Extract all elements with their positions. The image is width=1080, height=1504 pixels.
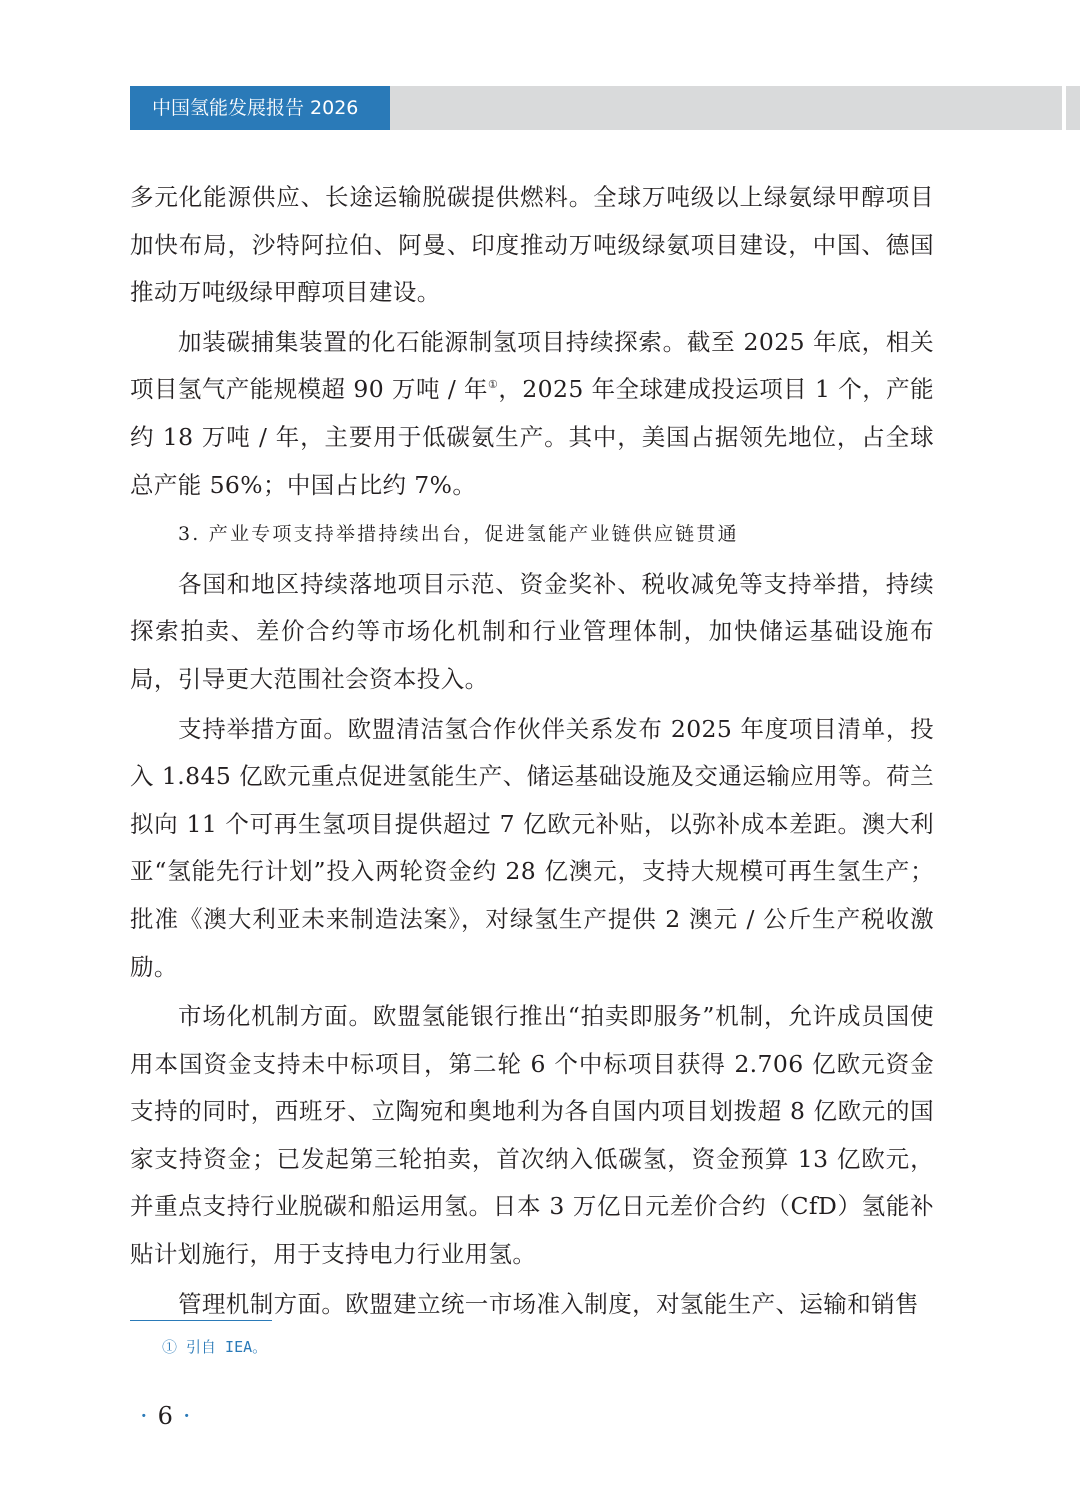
footnote-divider <box>130 1320 272 1321</box>
running-header-bar <box>130 86 1062 130</box>
page-number-dot-left: · <box>140 1402 148 1430</box>
paragraph-text-part: 加装碳捕集装置的化石能源制氢项目持续探索。截至 2025 年底，相关项目氢气产能规模超 90 万吨 / 年 <box>130 327 934 404</box>
page-number-dot-right: · <box>182 1402 191 1430</box>
paragraph-support-overview: 各国和地区持续落地项目示范、资金奖补、税收减免等支持举措，持续探索拍卖、差价合约等市场化机制和行业管理体制，加快储运基础设施布局，引导更大范围社会资本投入。 <box>130 569 934 693</box>
body-text <box>130 174 934 1330</box>
paragraph-continuation: 多元化能源供应、长途运输脱碳提供燃料。全球万吨级以上绿氨绿甲醇项目加快布局，沙特阿拉伯、阿曼、印度推动万吨级绿氨项目建设，中国、德国推动万吨级绿甲醇项目建设。 <box>130 183 934 307</box>
footnote-reference: ① <box>488 378 499 392</box>
paragraph-market-mechanism: 市场化机制方面。欧盟氢能银行推出“拍卖即服务”机制，允许成员国使用本国资金支持未中标项目，第二轮 6 个中标项目获得 2.706 亿欧元资金支持的同时，西班牙、立陶宛和奥地利为各自国内项目划拨超 8 亿欧元的国家支持资金；已发起第三轮拍卖，首次纳入低碳氢，资金预算 13 亿欧元，并重点支持行业脱碳和船运用氢。日本 3 万亿日元差价合约（CfD）氢能补贴计划施行，用于支持电力行业用氢。 <box>130 1002 934 1269</box>
header-edge-tab <box>1066 86 1080 130</box>
paragraph-ccs-hydrogen <box>130 319 934 509</box>
section-subheading: 3. 产业专项支持举措持续出台，促进氢能产业链供应链贯通 <box>178 523 739 546</box>
running-header-title: 中国氢能发展报告 2026 <box>130 86 390 130</box>
footnote: ① 引自 IEA。 <box>162 1338 268 1356</box>
paragraph-text-part: ，2025 年全球建成投运项目 1 个，产能约 18 万吨 / 年，主要用于低碳氨生产。其中，美国占据领先地位，占全球总产能 56%；中国占比约 7%。 <box>130 375 934 499</box>
paragraph-support-measures: 支持举措方面。欧盟清洁氢合作伙伴关系发布 2025 年度项目清单，投入 1.845 亿欧元重点促进氢能生产、储运基础设施及交通运输应用等。荷兰拟向 11 个可再生氢项目提供超过 7 亿欧元补贴，以弥补成本差距。澳大利亚“氢能先行计划”投入两轮资金约 28 亿澳元，支持大规模可再生氢生产；批准《澳大利亚未来制造法案》，对绿氢生产提供 2 澳元 / 公斤生产税收激励。 <box>130 714 934 981</box>
page-number <box>130 1402 201 1430</box>
page-number-value: 6 <box>157 1402 173 1430</box>
paragraph-management-mechanism: 管理机制方面。欧盟建立统一市场准入制度，对氢能生产、运输和销售 <box>178 1289 919 1318</box>
